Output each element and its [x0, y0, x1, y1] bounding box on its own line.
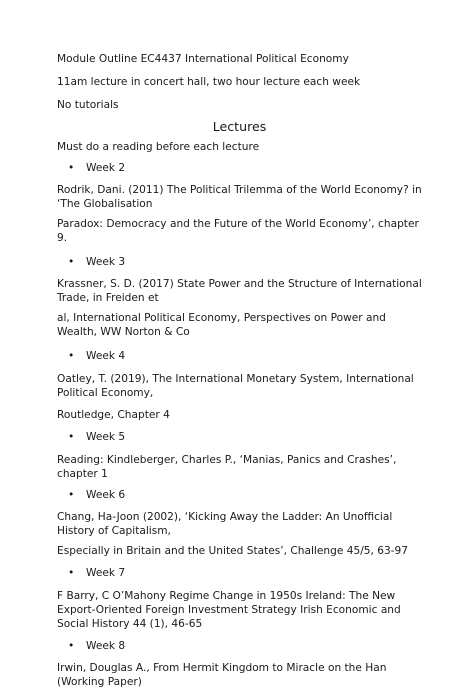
week-3-reading-2: al, International Political Economy, Perspectives on Power and Wealth, WW Norton & Co	[57, 312, 386, 338]
week-4-bullet	[57, 349, 422, 363]
tutorials-line: No tutorials	[57, 99, 119, 111]
week-7-bullet	[57, 566, 422, 580]
bullet-dot-icon: •	[68, 567, 75, 579]
bullet-dot-icon: •	[68, 489, 75, 501]
week-5-bullet	[57, 430, 422, 444]
week-4-reading-1: Oatley, T. (2019), The International Monetary System, International Political Economy,	[57, 373, 414, 399]
week-2-bullet	[57, 161, 422, 175]
bullet-dot-icon: •	[68, 256, 75, 268]
week-7-reading: F Barry, C O’Mahony Regime Change in 1950s Ireland: The New Export-Oriented Foreign Investment Strategy Irish Economic and Social History 44 (1), 46-65	[57, 590, 401, 630]
week-4-label: Week 4	[86, 350, 126, 362]
week-7-label: Week 7	[86, 567, 126, 579]
bullet-dot-icon: •	[68, 350, 75, 362]
bullet-dot-icon: •	[68, 162, 75, 174]
week-3-bullet	[57, 255, 422, 269]
week-8-bullet	[57, 639, 422, 653]
lecture-info-line: 11am lecture in concert hall, two hour lecture each week	[57, 76, 361, 88]
week-8-reading: Irwin, Douglas A., From Hermit Kingdom to Miracle on the Han (Working Paper)	[57, 662, 387, 688]
reading-instruction-line: Must do a reading before each lecture	[57, 141, 260, 153]
week-2-reading-1: Rodrik, Dani. (2011) The Political Trilemma of the World Economy? in ‘The Globalisation	[57, 184, 422, 210]
week-5-label: Week 5	[86, 431, 126, 443]
week-6-reading-2: Especially in Britain and the United States’, Challenge 45/5, 63-97	[57, 545, 409, 557]
bullet-dot-icon: •	[68, 640, 75, 652]
document-body	[57, 52, 422, 689]
week-3-label: Week 3	[86, 256, 126, 268]
week-8-label: Week 8	[86, 640, 126, 652]
week-6-reading-1: Chang, Ha-Joon (2002), ‘Kicking Away the Ladder: An Unofficial History of Capitalism,	[57, 511, 393, 537]
week-2-reading-2: Paradox: Democracy and the Future of the World Economy’, chapter 9.	[57, 218, 419, 244]
week-6-bullet	[57, 488, 422, 502]
week-2-label: Week 2	[86, 162, 126, 174]
module-outline-line: Module Outline EC4437 International Political Economy	[57, 53, 349, 65]
week-4-reading-2: Routledge, Chapter 4	[57, 409, 170, 421]
bullet-dot-icon: •	[68, 431, 75, 443]
week-5-reading: Reading: Kindleberger, Charles P., ‘Manias, Panics and Crashes’, chapter 1	[57, 454, 397, 480]
lectures-heading: Lectures	[212, 119, 267, 134]
week-6-label: Week 6	[86, 489, 126, 501]
week-3-reading-1: Krassner, S. D. (2017) State Power and the Structure of International Trade, in Freiden et	[57, 278, 422, 304]
